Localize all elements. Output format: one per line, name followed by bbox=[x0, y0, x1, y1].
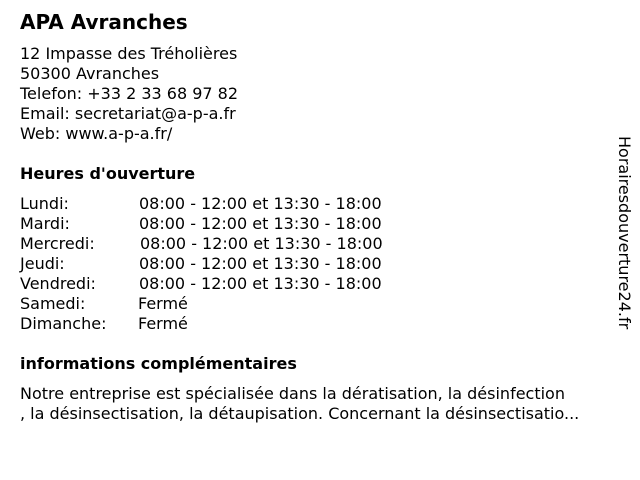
description-line: , la désinsectisation, la détaupisation. Concernant la désinsectisatio... bbox=[20, 404, 580, 423]
business-name: APA Avranches bbox=[20, 10, 188, 34]
opening-times: 08:00 - 12:00 et 13:30 - 18:00 bbox=[139, 194, 382, 213]
email-address: Email: secretariat@a-p-a.fr bbox=[20, 104, 236, 123]
site-watermark: Horairesdouverture24.fr bbox=[615, 136, 634, 330]
day-label: Dimanche: bbox=[20, 314, 107, 333]
opening-times: 08:00 - 12:00 et 13:30 - 18:00 bbox=[139, 214, 382, 233]
opening-times: Fermé bbox=[138, 294, 188, 313]
phone-number: Telefon: +33 2 33 68 97 82 bbox=[20, 84, 239, 103]
day-label: Jeudi: bbox=[20, 254, 65, 273]
day-label: Lundi: bbox=[20, 194, 69, 213]
business-description bbox=[20, 384, 630, 424]
city-postcode: 50300 Avranches bbox=[20, 64, 160, 83]
website: Web: www.a-p-a.fr/ bbox=[20, 124, 173, 143]
street-address: 12 Impasse des Tréholières bbox=[20, 44, 238, 63]
day-label: Mercredi: bbox=[20, 234, 95, 253]
opening-times: 08:00 - 12:00 et 13:30 - 18:00 bbox=[140, 234, 383, 253]
additional-info-heading: informations complémentaires bbox=[20, 354, 297, 373]
opening-times: Fermé bbox=[138, 314, 188, 333]
opening-hours-heading: Heures d'ouverture bbox=[20, 164, 196, 183]
description-line: Notre entreprise est spécialisée dans la dératisation, la désinfection bbox=[20, 384, 565, 403]
contact-block bbox=[20, 44, 238, 144]
opening-times: 08:00 - 12:00 et 13:30 - 18:00 bbox=[139, 274, 382, 293]
day-label: Mardi: bbox=[20, 214, 70, 233]
opening-times: 08:00 - 12:00 et 13:30 - 18:00 bbox=[139, 254, 382, 273]
day-label: Vendredi: bbox=[20, 274, 96, 293]
day-label: Samedi: bbox=[20, 294, 86, 313]
